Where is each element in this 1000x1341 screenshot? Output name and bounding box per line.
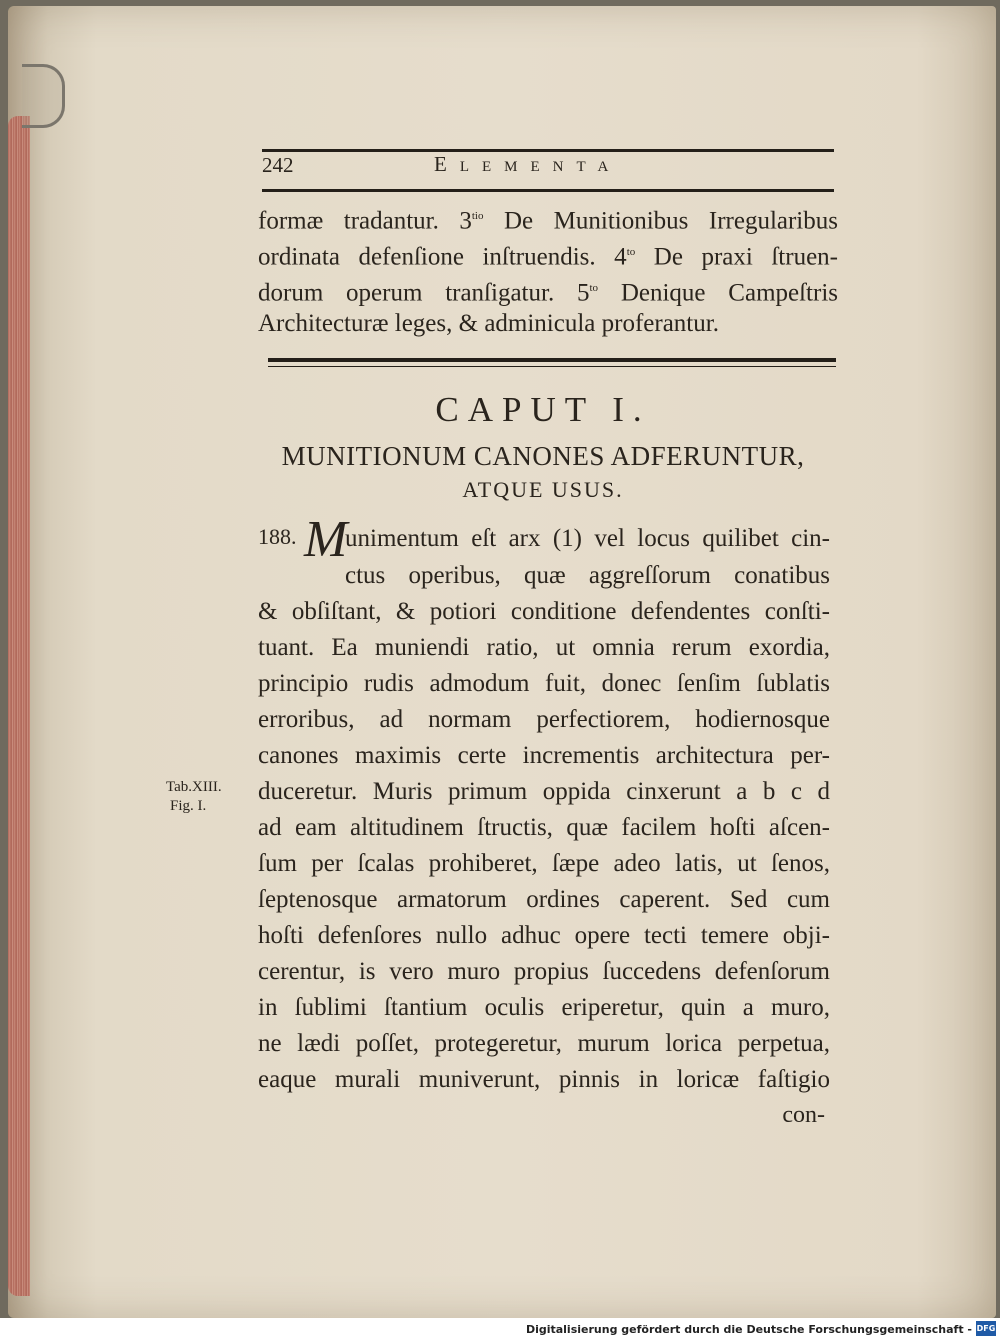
chapter-heading: CAPUT I. [435,390,651,429]
intro-line-2: ordinata defenſione inſtruendis. $4^{to}$ De praxi ſtruen- [258,243,838,271]
catchword: con- [782,1102,825,1128]
paragraph-line: ne lædi poſſet, protegeretur, murum lorica perpetua, [258,1030,830,1057]
margin-note-table: Tab.XIII. [166,779,222,795]
intro-line-1: formæ tradantur. $3^{tio}$ De Munitionibus Irregularibus [258,207,838,235]
paragraph-line: hoſti defenſores nullo adhuc opere tecti temere obji- [258,922,830,949]
margin-note-figure: Fig. I. [170,798,207,814]
paragraph-line: canones maximis certe incrementis architectura per- [258,742,830,769]
intro-line-4: Architecturæ leges, & adminicula proferantur. [258,310,719,337]
paragraph-line: duceretur. Muris primum oppida cinxerunt a b c d [258,778,830,805]
running-title: Elementa [434,152,622,176]
paragraph-line: ſum per ſcalas prohiberet, ſæpe adeo latis, ut ſenos, [258,850,830,877]
page-number: 242 [262,153,294,177]
footer-bar [0,1318,1000,1341]
chapter-title: MUNITIONUM CANONES ADFERUNTUR, [281,441,805,471]
section-rule-thick [268,358,836,362]
drop-initial: M [304,511,348,568]
paragraph-line: ſeptenosque armatorum ordines caperent. Sed cum [258,886,830,913]
running-header [262,153,832,181]
chapter-subtitle: ATQUE USUS. [462,477,624,502]
paragraph-line: & obſiſtant, & potiori conditione defendentes conſti- [258,598,830,625]
paragraph-line: ad eam altitudinem ſtructis, quæ facilem hoſti aſcen- [258,814,830,841]
paragraph-line: eaque murali muniverunt, pinnis in loricæ faſtigio [258,1066,830,1093]
paragraph-line: principio rudis admodum fuit, donec ſenſim ſublatis [258,670,830,697]
page-clip [22,64,65,128]
paragraph-line: ctus operibus, quæ aggreſſorum conatibus [345,562,830,589]
paragraph-line: in ſublimi ſtantium oculis eriperetur, quin a muro, [258,994,830,1021]
section-rule-thin [268,366,836,367]
page-edge [8,116,30,1296]
intro-line-3: dorum operum tranſigatur. $5^{to}$ Denique Campeſtris [258,279,839,307]
footer-credit: Digitalisierung gefördert durch die Deutsche Forschungsgemeinschaft - [525,1323,972,1336]
paragraph-line: tuant. Ea muniendi ratio, ut omnia rerum exordia, [258,634,830,661]
paragraph-line: unimentum eſt arx (1) vel locus quilibet cin- [345,525,830,552]
header-bottom-rule [262,189,834,192]
paragraph-line: erroribus, ad normam perfectiorem, hodiernosque [258,706,830,733]
dfg-logo: DFG [976,1321,996,1336]
paragraph-number: 188. [258,524,297,549]
paragraph-line: cerentur, is vero muro propius ſuccedens defenſorum [258,958,830,985]
